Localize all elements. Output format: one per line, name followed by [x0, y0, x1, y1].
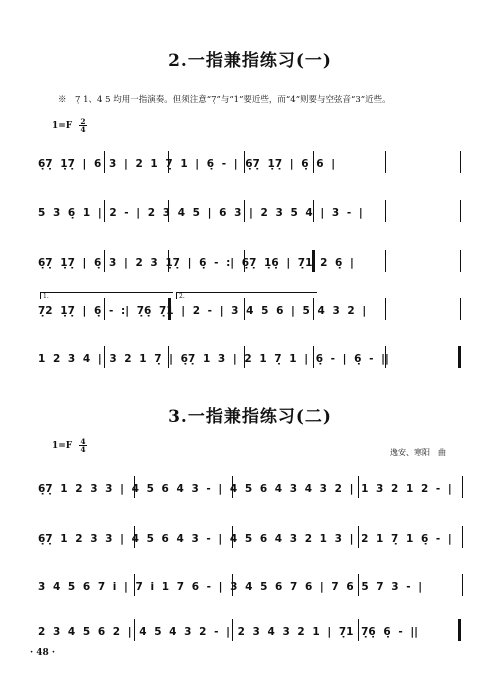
volta-1: 1.: [40, 292, 173, 299]
notation-line: 6̣7̣ 1̣7̣ | 6 3 | 2 1 7̣ 1 | 6̣ - | 6̣7̣ 1̣7̣ | 6̣ 6 |: [38, 158, 336, 170]
time-signature: $\frac{4}{4}$: [80, 437, 86, 454]
key-signature-2: [52, 438, 87, 453]
notation-line: 6̣7̣ 1̣7̣ | 6̣ 3 | 2 3 1̣7̣ | 6̣ - :| 6̣7̣ 1̣6̣ | 7̣1 2 6̣ |: [38, 257, 354, 269]
volta-2: 2.: [176, 292, 317, 299]
staff-system-2-3: [0, 570, 500, 610]
notation-line: 6̣7̣ 1 2 3 3 | 4 5 6 4 3 - | 4 5 6 4 3 4 3 2 | 1 3 2 1 2 - |: [38, 483, 452, 495]
section-1-title: 2.一指兼指练习(一): [168, 51, 332, 71]
staff-system-1-2: [0, 196, 500, 236]
staff-system-1-5: [0, 342, 500, 382]
staff-system-2-1: [0, 472, 500, 512]
section-2-title: 3.一指兼指练习(二): [168, 407, 332, 427]
notation-line: 5 3 6̣ 1 | 2 - | 2 3 4 5 | 6 3 | 2 3 5 4 | 3 - |: [38, 207, 363, 219]
staff-system-2-4: [0, 615, 500, 655]
notation-line: 3 4 5 6 7 i | 7 i 1 7 6 - | 3 4 5 6 7 6 | 7 6 5 7 3 - |: [38, 581, 423, 593]
staff-system-1-1: [0, 147, 500, 187]
staff-system-1-3: [0, 246, 500, 286]
performance-note: ※ 7̣ 1、4 5 均用一指演奏。但须注意“7̣”与“1”要近些，而“4”则要与空弦音“3”近些。: [58, 95, 391, 105]
notation-line: 6̣7̣ 1 2 3 3 | 4 5 6 4 3 - | 4 5 6 4 3 2 1 3 | 2 1 7̣ 1 6̣ - |: [38, 533, 452, 545]
composer-credit: 逸安、寒阳 曲: [390, 448, 446, 457]
time-signature: $\frac{2}{4}$: [80, 117, 86, 134]
notation-line: 2 3 4 5 6 2 | 4 5 4 3 2 - | 2 3 4 3 2 1 | 7̣1 7̣6̣ 6̣ - ||: [38, 626, 419, 638]
staff-system-1-4: [0, 294, 500, 334]
notation-line: 7̣2 1̣7̣ | 6̣ - :| 7̣6̣ 7̣1 | 2 - | 3 4 5 6 | 5 4 3 2 |: [38, 305, 367, 317]
key-signature-1: [52, 118, 87, 133]
notation-line: 1 2 3 4 | 3 2 1 7̣ | 6̣7̣ 1 3 | 2 1 7̣ 1 | 6̣ - | 6̣ - ||: [38, 353, 389, 365]
staff-system-2-2: [0, 522, 500, 562]
key-label: 1=F: [52, 121, 73, 131]
page-number: · 48 ·: [30, 648, 56, 658]
key-label: 1=F: [52, 441, 73, 451]
